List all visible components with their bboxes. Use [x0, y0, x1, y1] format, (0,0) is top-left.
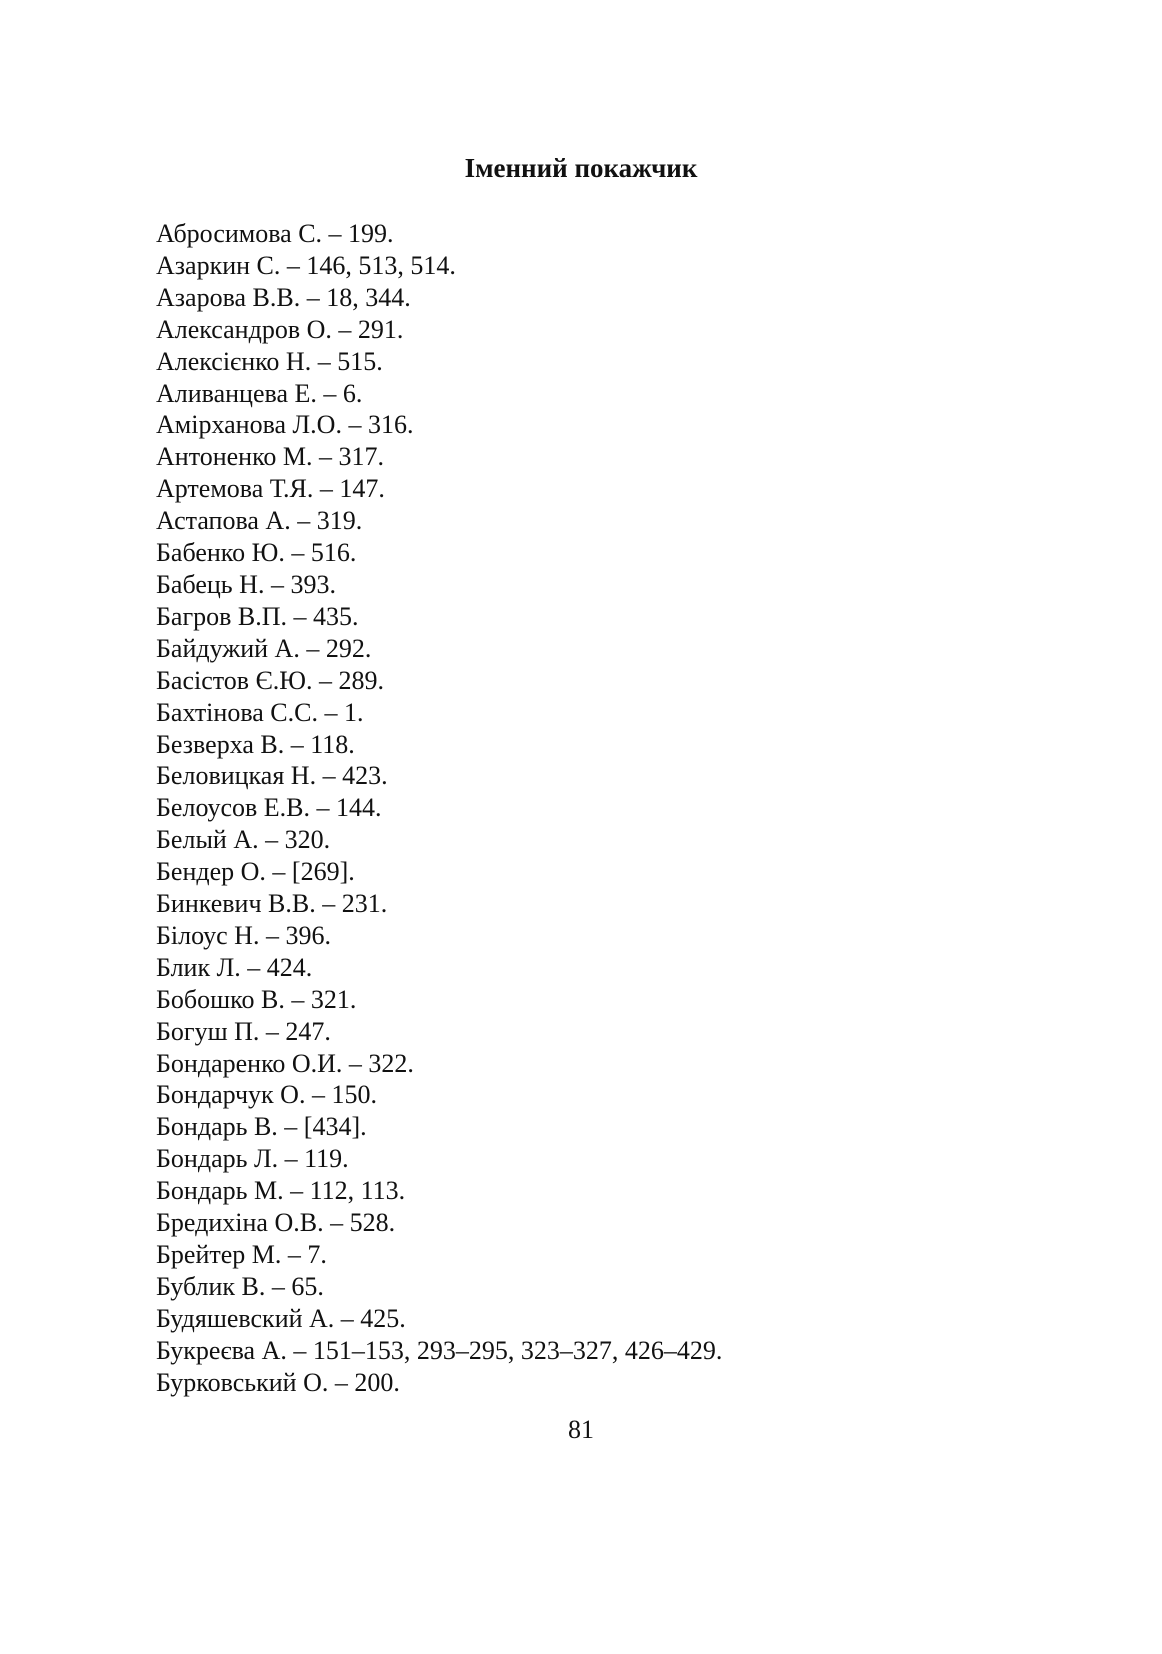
- index-entry: Алексієнко Н. – 515.: [156, 346, 383, 376]
- index-entry: Азаркин С. – 146, 513, 514.: [156, 250, 456, 280]
- page-number: 81: [568, 1415, 594, 1444]
- index-entry: Бендер О. – [269].: [156, 857, 355, 887]
- index-entry: Безверха В. – 118.: [156, 729, 355, 759]
- index-entry: Белоусов Е.В. – 144.: [156, 793, 382, 823]
- index-entry: Білоус Н. – 396.: [156, 920, 331, 950]
- name-index-list: [156, 218, 722, 1399]
- index-entry: Александров О. – 291.: [156, 314, 404, 344]
- index-entry: Багров В.П. – 435.: [156, 601, 359, 631]
- index-entry: Бондаренко О.И. – 322.: [156, 1048, 414, 1078]
- index-entry: Бабенко Ю. – 516.: [156, 538, 357, 568]
- index-entry: Букреєва А. – 151–153, 293–295, 323–327, 426–429.: [156, 1335, 723, 1365]
- index-entry: Азарова В.В. – 18, 344.: [156, 282, 411, 312]
- index-entry: Бондарь М. – 112, 113.: [156, 1176, 406, 1206]
- index-entry: Бобошко В. – 321.: [156, 984, 357, 1014]
- index-entry: Бондарь В. – [434].: [156, 1112, 367, 1142]
- page-title: Іменний покажчик: [464, 153, 698, 183]
- index-entry: Бредихіна О.В. – 528.: [156, 1208, 396, 1238]
- index-entry: Бахтінова С.С. – 1.: [156, 697, 364, 727]
- index-entry: Беловицкая Н. – 423.: [156, 761, 388, 791]
- index-entry: Аливанцева Е. – 6.: [156, 378, 363, 408]
- index-entry: Байдужий А. – 292.: [156, 633, 372, 663]
- index-entry: Бинкевич В.В. – 231.: [156, 889, 388, 919]
- index-entry: Амірханова Л.О. – 316.: [156, 410, 414, 440]
- index-entry: Бондарь Л. – 119.: [156, 1144, 349, 1174]
- index-entry: Брейтер М. – 7.: [156, 1240, 327, 1269]
- index-entry: Бублик В. – 65.: [156, 1271, 324, 1301]
- index-entry: Басістов Є.Ю. – 289.: [156, 665, 384, 695]
- index-entry: Антоненко М. – 317.: [156, 442, 385, 472]
- index-entry: Артемова Т.Я. – 147.: [156, 474, 385, 504]
- index-entry: Бабець Н. – 393.: [156, 569, 336, 599]
- index-entry: Богуш П. – 247.: [156, 1016, 331, 1046]
- index-entry: Астапова А. – 319.: [156, 506, 363, 536]
- index-entry: Блик Л. – 424.: [156, 952, 313, 982]
- index-entry: Бондарчук О. – 150.: [156, 1080, 377, 1110]
- index-entry: Белый А. – 320.: [156, 825, 331, 855]
- index-entry: Абросимова С. – 199.: [156, 219, 394, 248]
- index-entry: Бурковський О. – 200.: [156, 1367, 400, 1397]
- index-entry: Будяшевский А. – 425.: [156, 1303, 406, 1333]
